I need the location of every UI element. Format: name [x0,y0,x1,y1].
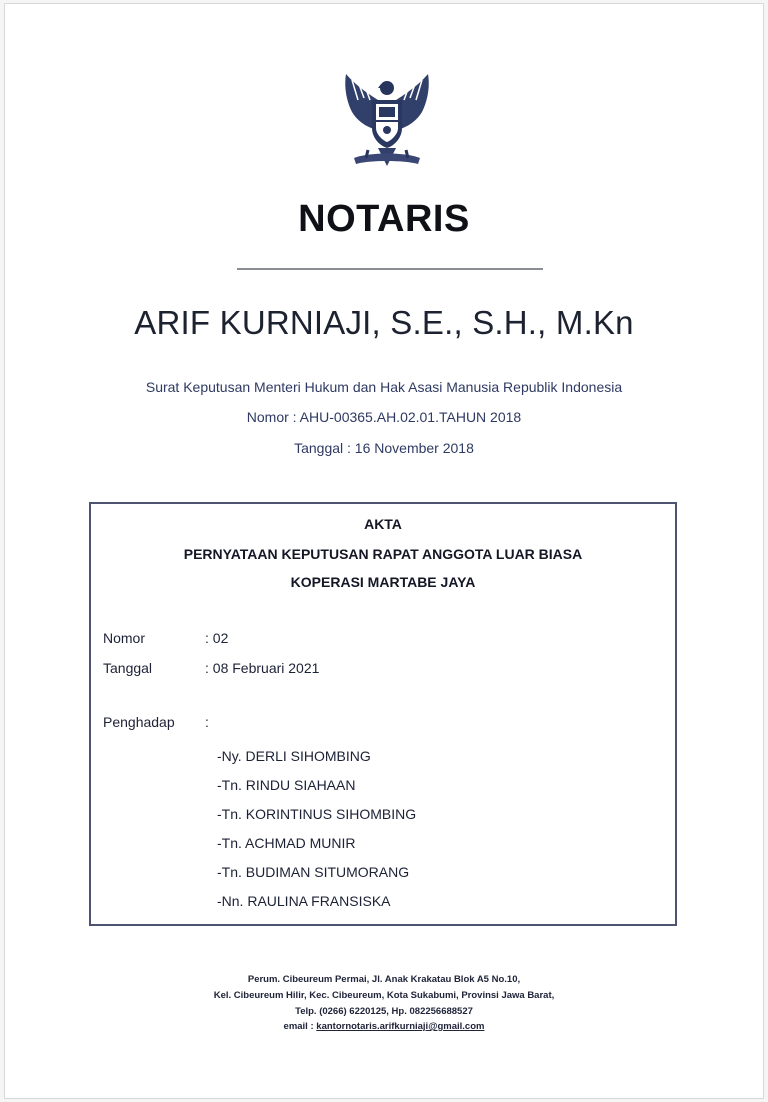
garuda-emblem-icon [332,66,442,176]
footer-address-1: Perum. Cibeureum Permai, Jl. Anak Krakatau Blok A5 No.10, [247,974,521,985]
footer-email-line [5,1021,763,1032]
list-item: -Nn. RAULINA FRANSISKA [217,893,391,909]
akta-subject-line2: KOPERASI MARTABE JAYA [290,574,476,590]
akta-label: AKTA [364,516,402,532]
akta-box [89,502,677,926]
footer-email-link[interactable]: kantornotaris.arifkurniaji@gmail.com [316,1021,485,1032]
footer-address-2: Kel. Cibeureum Hilir, Kec. Cibeureum, Kota Sukabumi, Provinsi Jawa Barat, [213,990,555,1001]
document-page [4,3,764,1099]
penghadap-colon: : [205,714,209,730]
decree-date: Tanggal : 16 November 2018 [294,440,474,456]
penghadap-list [217,742,416,916]
footer-phone: Telp. (0266) 6220125, Hp. 082256688527 [295,1006,473,1017]
title-divider [237,268,543,270]
list-item: -Tn. KORINTINUS SIHOMBING [217,806,417,822]
nomor-value: : 02 [205,630,229,646]
akta-subject-line1: PERNYATAAN KEPUTUSAN RAPAT ANGGOTA LUAR BIASA [183,546,583,562]
decree-line: Surat Keputusan Menteri Hukum dan Hak Asasi Manusia Republik Indonesia [145,379,623,395]
tanggal-label: Tanggal [103,660,153,676]
footer-email-label: email : [283,1021,314,1032]
tanggal-value: : 08 Februari 2021 [205,660,320,676]
list-item: -Tn. ACHMAD MUNIR [217,835,356,851]
notary-name: ARIF KURNIAJI, S.E., S.H., M.Kn [134,304,634,341]
list-item: -Tn. BUDIMAN SITUMORANG [217,864,410,880]
penghadap-label: Penghadap [103,714,175,730]
list-item: -Ny. DERLI SIHOMBING [217,748,371,764]
document-title: NOTARIS [298,198,470,240]
list-item: -Tn. RINDU SIAHAAN [217,777,356,793]
nomor-label: Nomor [103,630,146,646]
decree-number: Nomor : AHU-00365.AH.02.01.TAHUN 2018 [246,409,522,425]
